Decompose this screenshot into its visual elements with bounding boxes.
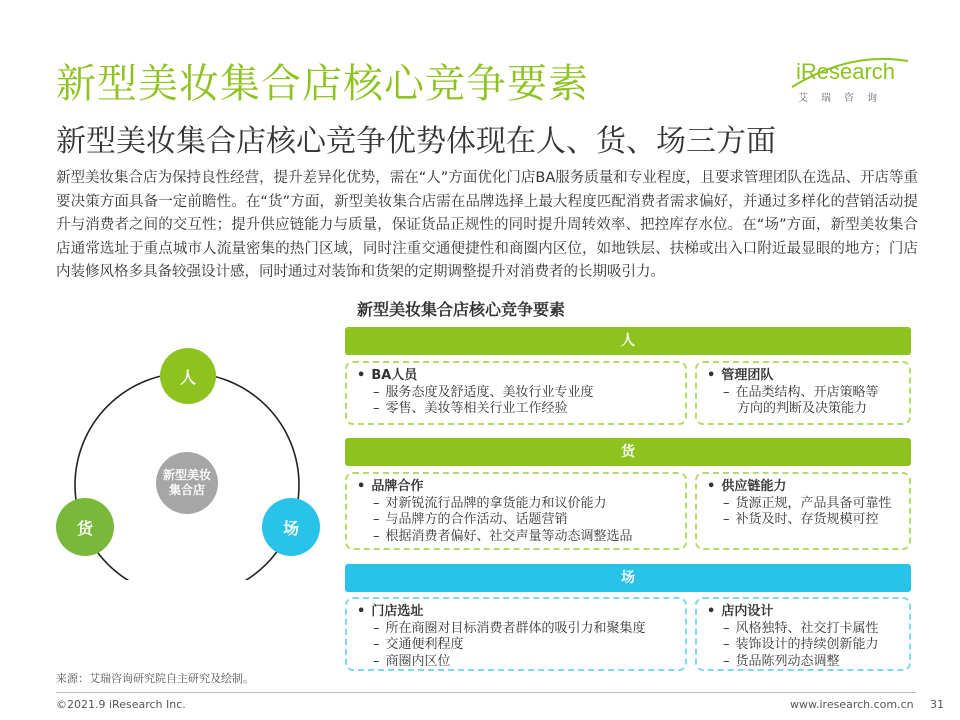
box-head: • 供应链能力 [707, 479, 899, 496]
ren-huo-chang-diagram [60, 340, 340, 580]
section-bar-huo: 货 [345, 438, 911, 466]
node-ren: 人 [160, 348, 216, 404]
footer-divider [56, 692, 916, 693]
logo-chinese-text: 艾瑞咨询 [798, 93, 890, 104]
box-item: – 商圈内区位 [357, 654, 675, 671]
box-item: – 在品类结构、开店策略等 [707, 385, 899, 402]
box-item: – 货品陈列动态调整 [707, 654, 899, 671]
body-paragraph: 新型美妆集合店为保持良性经营，提升差异化优势，需在“人”方面优化门店BA服务质量和专业程度，且要求管理团队在选品、开店等重要决策方面具备一定前瞻性。在“货”方面，新型美妆集合店需在品牌选择上最大程度匹配消费者需求偏好，并通过多样化的营销活动提升与消费者之间的交互性；提升供应链能力与质量，保证货品正规性的同时提升周转效率、把控库存水位。在“场”方面，新型美妆集合店通常选址于重点城市人流量密集的热门区域，同时注重交通便捷性和商圈内区位，如地铁层、扶梯或出入口附近最显眼的地方；门店内装修风格多具备较强设计感，同时通过对装饰和货架的定期调整提升对消费者的长期吸引力。 [56, 170, 918, 281]
iresearch-logo [790, 57, 912, 107]
box-item: – 货源正规，产品具备可靠性 [707, 496, 899, 513]
box-ba-staff [345, 361, 687, 425]
box-item: – 根据消费者偏好、社交声量等动态调整选品 [357, 529, 675, 546]
page-title: 新型美妆集合店核心竞争要素 [56, 61, 589, 107]
box-item: – 补货及时、存货规模可控 [707, 512, 899, 529]
box-item: – 装饰设计的持续创新能力 [707, 637, 899, 654]
box-management [695, 361, 911, 425]
box-store-location [345, 597, 687, 671]
box-item: 方向的判断及决策能力 [737, 401, 868, 416]
box-store-design [695, 597, 911, 671]
page-number: 31 [930, 698, 944, 711]
node-center: 新型美妆集合店 [156, 452, 218, 514]
page-subtitle: 新型美妆集合店核心竞争优势体现在人、货、场三方面 [56, 124, 776, 159]
box-head: • 店内设计 [707, 604, 899, 621]
box-head: • BA人员 [357, 368, 675, 385]
box-item: – 风格独特、社交打卡属性 [707, 621, 899, 638]
box-item: – 与品牌方的合作活动、话题营销 [357, 512, 675, 529]
box-item: – 交通便利程度 [357, 637, 675, 654]
box-head: • 品牌合作 [357, 479, 675, 496]
node-huo: 货 [56, 498, 114, 556]
box-brand-cooperation [345, 472, 687, 550]
copyright: ©2021.9 iResearch Inc. [56, 698, 186, 711]
box-item: – 服务态度及舒适度、美妆行业专业度 [357, 385, 675, 402]
panel-title: 新型美妆集合店核心竞争要素 [357, 300, 566, 319]
source-note: 来源：艾瑞咨询研究院自主研究及绘制。 [56, 672, 254, 685]
section-bar-chang: 场 [345, 564, 911, 592]
logo-text: iResearch [796, 59, 896, 84]
box-supply-chain [695, 472, 911, 550]
box-head: • 管理团队 [707, 368, 899, 385]
box-item: – 所在商圈对目标消费者群体的吸引力和聚集度 [357, 621, 675, 638]
box-item: – 零售、美妆等相关行业工作经验 [357, 401, 675, 418]
website-link[interactable]: www.iresearch.com.cn [790, 698, 914, 711]
box-head: • 门店选址 [357, 604, 675, 621]
section-bar-ren: 人 [345, 327, 911, 355]
node-chang: 场 [262, 498, 320, 556]
box-item: – 对新锐流行品牌的拿货能力和议价能力 [357, 496, 675, 513]
